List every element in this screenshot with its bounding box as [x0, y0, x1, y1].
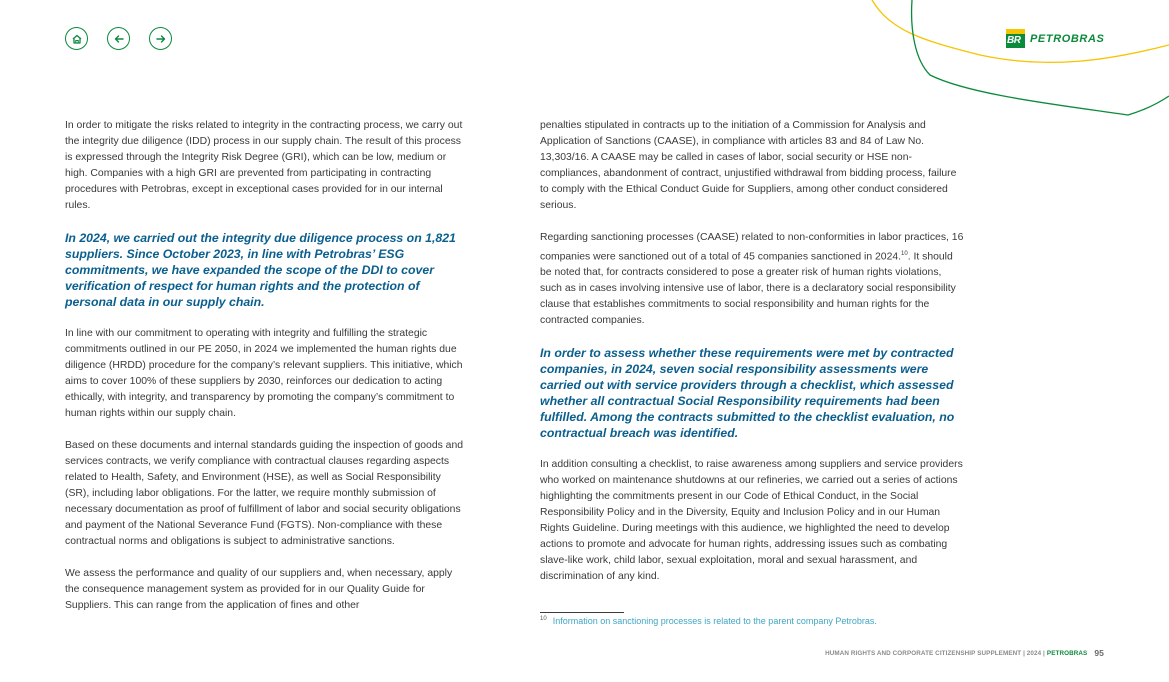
paragraph [540, 230, 965, 329]
right-column [540, 118, 965, 601]
left-column [65, 118, 465, 630]
decorative-curves [860, 0, 1169, 120]
paragraph: Based on these documents and internal standards guiding the inspection of goods and services contracts, we verify compliance with contractual clauses regarding aspects related to Health, Safety, and Environment (HSE), as well as Social Responsibility (SR), including labor obligations. For the latter, we require monthly submission of necessary documentation as proof of fulfillment of labor and social security obligations and payment of the National Severance Fund (FGTS). Non-compliance with these contractual norms and obligations is subject to administrative sanctions. [65, 440, 464, 547]
highlight-paragraph: In 2024, we carried out the integrity due diligence process on 1,821 suppliers. Since October 2023, in line with Petrobras’ ESG commitments, we have expanded the scope of the DDI to cover verification of respect for human rights and the protection of personal data in our supply chain. [65, 231, 456, 309]
paragraph: In order to mitigate the risks related to integrity in the contracting process, we carry out the integrity due diligence (IDD) process in our supply chain. The result of this process is expressed through the Integrity Risk Degree (GRI), which can be low, medium or high. Companies with a high GRI are prevented from participating in contracting procedures with Petrobras, except in exceptional cases provided for in our internal rules. [65, 120, 463, 211]
footnote-divider [540, 612, 624, 613]
paragraph: In addition consulting a checklist, to raise awareness among suppliers and service providers who worked on maintenance shutdowns at our refineries, we carried out a series of actions highlighting the commitments present in our Code of Ethical Conduct, in the Social Responsibility Policy and in the Diversity, Equity and Inclusion Policy and in our Human Rights Guideline. During meetings with this audience, we highlighted the need to develop actions to promote and advocate for human rights, addressing issues such as combating slave-like work, child labor, sexual exploitation, moral and sexual harassment, and discrimination of any kind. [540, 459, 963, 583]
arrow-left-icon [112, 32, 126, 46]
page-navigation [65, 27, 172, 50]
home-button[interactable] [65, 27, 88, 50]
footer-brand: PETROBRAS [1046, 649, 1088, 657]
back-button[interactable] [107, 27, 130, 50]
arrow-right-icon [154, 32, 168, 46]
page-footer [825, 648, 1104, 658]
paragraph-text: . It should be noted that, for contracts considered to pose a greater risk of human rights violations, such as in cases involving intensive use of labor, there is a declaratory social responsibility clause that establishes commitments to social responsibility and human rights for the contracted companies. [540, 251, 956, 327]
highlight-paragraph: In order to assess whether these requirements were met by contracted companies, in 2024, seven social responsibility assessments were carried out with service providers through a checklist, which assessed whether all contractual Social Responsibility requirements had been fulfilled. Among the contracts submitted to the checklist evaluation, no contractual breach was identified. [540, 346, 955, 441]
paragraph: In line with our commitment to operating with integrity and fulfilling the strategic commitments outlined in our PE 2050, in 2024 we implemented the human rights due diligence (HRDD) procedure for the company’s relevant suppliers. This initiative, which aims to cover 100% of these suppliers by 2030, reinforces our dedication to acting ethically, with integrity, and transparency by promoting the company’s commitment to human rights within our supply chain. [65, 328, 463, 419]
page-number: 95 [1094, 648, 1104, 658]
paragraph-text: Regarding sanctioning processes (CAASE) related to non-conformities in labor practices, 16 companies were sanctioned out of a total of 45 companies sanctioned in 2024. [540, 232, 964, 263]
home-icon [70, 32, 84, 46]
logo-mark-text: BR [1007, 35, 1021, 46]
footnote [540, 616, 877, 626]
forward-button[interactable] [149, 27, 172, 50]
paragraph: penalties stipulated in contracts up to the initiation of a Commission for Analysis and Application of Sanctions (CAASE), in compliance with articles 83 and 84 of Law No. 13,303/16. A CAASE may be called in cases of labor, social security or HSE non-compliances, abandonment of contract, unjustified withdrawal from bidding process, failure to comply with the Ethical Conduct Guide for Suppliers, among other conduct considered serious. [540, 120, 957, 211]
footnote-text: Information on sanctioning processes is related to the parent company Petrobras. [552, 616, 877, 626]
footnote-reference[interactable]: 10 [901, 251, 908, 257]
footnote-number: 10 [540, 616, 547, 622]
paragraph: We assess the performance and quality of our suppliers and, when necessary, apply the consequence management system as provided for in our Quality Guide for Suppliers. This can range from the application of fines and other [65, 568, 453, 611]
footer-title: HUMAN RIGHTS AND CORPORATE CITIZENSHIP SUPPLEMENT | 2024 | [825, 649, 1045, 657]
petrobras-logo[interactable] [1006, 29, 1104, 48]
br-logo-mark [1006, 29, 1025, 48]
logo-wordmark: PETROBRAS [1030, 32, 1105, 45]
